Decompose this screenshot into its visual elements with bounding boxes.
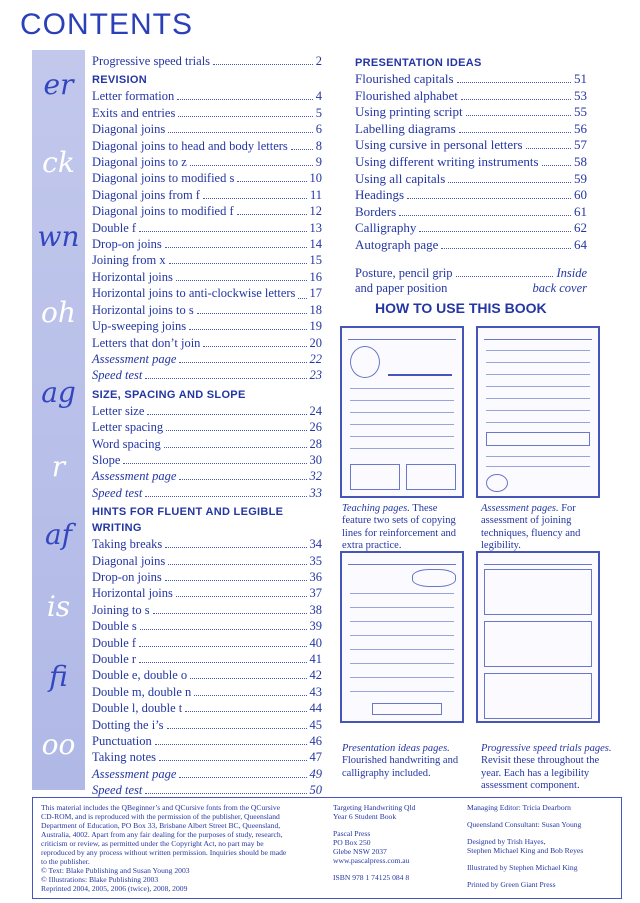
toc-entry-label: Flourished alphabet: [355, 87, 458, 103]
toc-entry: [92, 335, 322, 351]
sidebar-letter-strip: [32, 50, 85, 790]
dot-leader: [179, 479, 306, 480]
toc-entry-page: 26: [309, 420, 322, 435]
toc-entry: [92, 536, 322, 552]
toc-entry-page: 10: [309, 171, 322, 186]
toc-entry-page: 13: [309, 220, 322, 235]
dot-leader: [189, 329, 306, 330]
dot-leader: [194, 695, 306, 696]
publisher-website: www.pascalpress.com.au: [333, 856, 410, 865]
toc-entry-label: Word spacing: [92, 436, 161, 451]
toc-entry-label: Slope: [92, 452, 121, 467]
toc-entry: [92, 468, 322, 484]
toc-entry-label: Speed test: [92, 368, 143, 383]
toc-entry-page: 6: [315, 122, 322, 137]
toc-entry-page: 61: [574, 203, 587, 219]
toc-entry-page: 24: [309, 403, 322, 418]
dot-leader: [213, 64, 313, 65]
toc-entry: [92, 700, 322, 716]
toc-entry: [355, 220, 587, 237]
toc-entry-page: 12: [309, 204, 322, 219]
toc-entry-page: 30: [309, 452, 322, 467]
dot-leader: [407, 198, 571, 199]
posture-entry: [355, 266, 587, 297]
toc-entry-page: 19: [309, 319, 322, 334]
caption-teaching-pages: Teaching pages. These feature two sets of copying lines for reinforcement and extra practice.: [342, 503, 456, 552]
teaching-page-thumbnail: [340, 326, 464, 498]
toc-entry: [92, 602, 322, 618]
toc-entry: [92, 766, 322, 782]
toc-entry-label: Using cursive in personal letters: [355, 137, 523, 153]
toc-entry-label: Exits and entries: [92, 105, 176, 120]
dot-leader: [179, 777, 306, 778]
toc-section-heading: PRESENTATION IDEAS: [355, 57, 482, 69]
dot-leader: [203, 198, 307, 199]
dot-leader: [459, 132, 571, 133]
toc-entry-label: Letter spacing: [92, 420, 164, 435]
toc-entry-page: 37: [309, 586, 322, 601]
toc-entry-page: 9: [315, 155, 322, 170]
dot-leader: [298, 298, 306, 299]
copyright-line: Reprinted 2004, 2005, 2006 (twice), 2008, 2009: [41, 884, 188, 893]
toc-entry-page: 14: [309, 237, 322, 252]
credit-designer-1: Designed by Trish Hayes,: [467, 837, 546, 846]
toc-entry: [92, 684, 322, 700]
toc-entry-label: Diagonal joins to modified s: [92, 171, 235, 186]
toc-entry: [92, 154, 322, 170]
speed-trials-thumbnail: [476, 551, 600, 723]
dot-leader: [203, 346, 306, 347]
toc-entry-page: 32: [309, 469, 322, 484]
dot-leader: [399, 215, 571, 216]
toc-entry: [92, 367, 322, 383]
toc-entry: [92, 269, 322, 285]
dot-leader: [140, 629, 307, 630]
toc-section-heading: HINTS FOR FLUENT AND LEGIBLE WRITING: [92, 506, 284, 535]
toc-entry-page: Inside: [556, 265, 587, 280]
toc-entry: [92, 419, 322, 435]
toc-entry-page: 53: [574, 87, 587, 103]
dot-leader: [165, 580, 307, 581]
toc-entry-label: Borders: [355, 203, 397, 219]
toc-entry-page: 50: [309, 783, 322, 798]
credit-printer: Printed by Green Giant Press: [467, 880, 556, 889]
sidebar-letter-pair: oo: [41, 728, 76, 761]
dot-leader: [165, 247, 307, 248]
copyright-line: criticism or review, as permitted under the Copyright Act, no part may be: [41, 839, 264, 848]
toc-entry: [355, 237, 587, 254]
dot-leader: [190, 165, 313, 166]
toc-entry-label: and paper position: [355, 281, 448, 296]
dot-leader: [185, 711, 306, 712]
toc-entry-label: Double r: [92, 652, 137, 666]
credit-consultant: Queensland Consultant: Susan Young: [467, 820, 582, 829]
dot-leader: [164, 447, 307, 448]
toc-entry-label: Assessment page: [92, 351, 177, 366]
toc-entry: [92, 53, 322, 69]
toc-entry: [355, 137, 587, 154]
toc-entry-page: 62: [574, 220, 587, 236]
toc-entry-label: Letters that don’t join: [92, 335, 201, 350]
toc-entry: [92, 452, 322, 468]
toc-entry-page: 44: [309, 701, 322, 716]
toc-entry-page: 60: [574, 187, 587, 203]
toc-entry: [92, 138, 322, 154]
toc-entry: [92, 403, 322, 419]
toc-entry-label: Up-sweeping joins: [92, 319, 187, 334]
toc-entry-page: 11: [309, 187, 322, 202]
sidebar-letter-pair: er: [43, 68, 74, 101]
toc-entry-page: 18: [309, 302, 322, 317]
toc-entry-page: 20: [309, 335, 322, 350]
toc-entry: [92, 121, 322, 137]
copyright-line: Department of Education, PO Box 33, Brisbane Albert Street BC, Queensland,: [41, 821, 281, 830]
toc-entry-page: 36: [309, 569, 322, 584]
toc-entry-label: Taking breaks: [92, 537, 163, 552]
dot-leader: [542, 165, 571, 166]
toc-entry-page: 34: [309, 537, 322, 552]
toc-entry-label: Double f: [92, 220, 137, 235]
toc-entry: [355, 266, 587, 282]
toc-entry-label: Horizontal joins: [92, 269, 173, 284]
toc-entry: [92, 220, 322, 236]
toc-entry-label: Speed test: [92, 783, 143, 798]
toc-entry: [355, 154, 587, 171]
toc-entry-page: 15: [309, 253, 322, 268]
sidebar-letter-pair: ag: [41, 376, 76, 409]
toc-entry-label: Autograph page: [355, 236, 439, 252]
toc-entry: [92, 88, 322, 104]
dot-leader: [147, 414, 306, 415]
dot-leader: [123, 463, 306, 464]
toc-entry-label: Double f: [92, 635, 137, 650]
toc-entry-page: 38: [309, 602, 322, 617]
toc-entry: [92, 318, 322, 334]
toc-entry-label: Diagonal joins to modified f: [92, 204, 234, 219]
imprint-footer: [32, 797, 622, 899]
toc-section-heading: SIZE, SPACING AND SLOPE: [92, 388, 246, 401]
toc-entry-page: 22: [309, 351, 322, 366]
toc-entry-label: Dotting the i’s: [92, 717, 164, 732]
toc-entry-label: Diagonal joins to head and body letters: [92, 138, 288, 153]
dot-leader: [177, 99, 312, 100]
toc-entry: [355, 88, 587, 105]
copyright-line: © Illustrations: Blake Publishing 2003: [41, 875, 159, 884]
toc-entry: [92, 553, 322, 569]
toc-entry-label: Taking notes: [92, 750, 157, 765]
toc-entry-label: Headings: [355, 187, 405, 203]
credit-editor: Managing Editor: Tricia Dearborn: [467, 803, 571, 812]
dot-leader: [139, 231, 306, 232]
toc-entry-page: 51: [574, 71, 587, 86]
toc-entry-label: Double s: [92, 619, 137, 634]
copyright-notice: [41, 803, 323, 893]
dot-leader: [456, 276, 554, 277]
toc-entry: [92, 585, 322, 601]
toc-entry-label: Drop-on joins: [92, 569, 162, 584]
toc-entry: [92, 651, 322, 667]
dot-leader: [165, 547, 306, 548]
toc-entry-page: 28: [309, 436, 322, 451]
dot-leader: [179, 362, 306, 363]
toc-entry: [92, 717, 322, 733]
dot-leader: [168, 564, 306, 565]
dot-leader: [168, 132, 312, 133]
toc-entry-page: 35: [309, 553, 322, 568]
toc-section-heading: REVISION: [92, 74, 147, 87]
toc-entry: [355, 71, 587, 88]
toc-entry-label: Double e, double o: [92, 668, 188, 683]
book-title: Targeting Handwriting Qld: [333, 803, 416, 812]
dot-leader: [197, 313, 307, 314]
dot-leader: [145, 378, 306, 379]
toc-entry: [355, 121, 587, 138]
isbn: ISBN 978 1 74125 084 8: [333, 873, 410, 882]
toc-entry-page: 39: [309, 619, 322, 634]
toc-entry: [355, 204, 587, 221]
dot-leader: [155, 744, 307, 745]
toc-entry-label: Horizontal joins to anti-clockwise letters: [92, 286, 296, 301]
toc-entry-label: Assessment page: [92, 469, 177, 484]
toc-entry-label: Diagonal joins: [92, 122, 166, 137]
dot-leader: [237, 214, 307, 215]
toc-entry-label: Using all capitals: [355, 170, 446, 186]
dot-leader: [176, 280, 307, 281]
credits: [467, 803, 617, 889]
toc-entry: [92, 170, 322, 186]
toc-entry: [92, 285, 322, 301]
toc-entry-page: 56: [574, 120, 587, 136]
sidebar-letter-pair: wn: [37, 220, 80, 253]
toc-entry-page: 42: [309, 668, 322, 683]
toc-entry-label: Double l, double t: [92, 701, 183, 716]
toc-entry: [92, 733, 322, 749]
toc-entry-label: Progressive speed trials: [92, 54, 211, 68]
toc-entry: [92, 351, 322, 367]
copyright-line: This material includes the QBeginner’s and QCursive fonts from the QCursive: [41, 803, 281, 812]
toc-entry: [92, 252, 322, 268]
copyright-line: © Text: Blake Publishing and Susan Young 2003: [41, 866, 190, 875]
sidebar-letter-pair: r: [51, 450, 66, 483]
toc-entry-page: 49: [309, 766, 322, 781]
toc-entry: [355, 104, 587, 121]
toc-entry-label: Flourished capitals: [355, 71, 454, 86]
toc-entry-label: Diagonal joins from f: [92, 187, 200, 202]
toc-entry: [92, 569, 322, 585]
credit-illustrator: Illustrated by Stephen Michael King: [467, 863, 578, 872]
toc-entry: [92, 667, 322, 683]
dot-leader: [176, 596, 307, 597]
toc-entry-label: Speed test: [92, 485, 143, 500]
caption-assessment-pages: Assessment pages. For assessment of joining techniques, fluency and legibility.: [481, 503, 581, 552]
toc-entry-page: 33: [309, 485, 322, 500]
toc-entry-label: Drop-on joins: [92, 237, 162, 252]
toc-entry-page: 45: [309, 717, 322, 732]
toc-entry: [355, 171, 587, 188]
toc-entry-page: 47: [309, 750, 322, 765]
dot-leader: [139, 662, 306, 663]
dot-leader: [466, 115, 571, 116]
toc-entry-label: Posture, pencil grip: [355, 265, 453, 280]
toc-entry-label: Punctuation: [92, 734, 152, 749]
toc-entry: [92, 187, 322, 203]
toc-entry-label: Letter formation: [92, 89, 175, 104]
toc-entry-page: 46: [309, 734, 322, 749]
toc-entry: [92, 635, 322, 651]
dot-leader: [457, 82, 571, 83]
toc-right-column: [355, 53, 587, 297]
toc-entry-page: 5: [315, 105, 322, 120]
toc-entry: [355, 281, 587, 297]
toc-entry-page: 17: [309, 286, 322, 301]
dot-leader: [291, 149, 313, 150]
dot-leader: [159, 760, 306, 761]
toc-entry-label: Letter size: [92, 403, 145, 418]
toc-entry: [92, 485, 322, 501]
dot-leader: [153, 613, 307, 614]
how-to-use-heading: HOW TO USE THIS BOOK: [375, 300, 547, 316]
toc-entry-label: Using different writing instruments: [355, 153, 539, 169]
toc-entry-label: Diagonal joins to z: [92, 155, 187, 170]
toc-entry-label: Horizontal joins: [92, 586, 173, 601]
toc-entry-label: Joining to s: [92, 602, 150, 617]
toc-entry-page: back cover: [532, 281, 587, 296]
publisher-po-box: PO Box 250: [333, 838, 371, 847]
dot-leader: [139, 646, 306, 647]
toc-entry-label: Double m, double n: [92, 684, 192, 699]
copyright-line: reproduced by any process without written permission. Inquiries should be made: [41, 848, 287, 857]
toc-entry-page: 59: [574, 170, 587, 186]
dot-leader: [441, 248, 571, 249]
toc-entry-page: 41: [309, 652, 322, 666]
toc-entry-page: 8: [315, 138, 322, 153]
caption-speed-trials-pages: Progressive speed trials pages. Revisit these throughout the year. Each has a legibility assessment component.: [481, 743, 612, 792]
toc-entry-label: Diagonal joins: [92, 553, 166, 568]
toc-entry-label: Joining from x: [92, 253, 166, 268]
toc-entry: [92, 749, 322, 765]
publisher-suburb: Glebe NSW 2037: [333, 847, 387, 856]
dot-leader: [145, 793, 306, 794]
toc-entry-page: 40: [309, 635, 322, 650]
toc-entry: [92, 618, 322, 634]
dot-leader: [169, 263, 307, 264]
toc-entry-page: 57: [574, 137, 587, 153]
copyright-line: Australia, 4002. Apart from any fair dealing for the purposes of study, research,: [41, 830, 283, 839]
dot-leader: [448, 182, 571, 183]
toc-entry-label: Horizontal joins to s: [92, 302, 194, 317]
dot-leader: [237, 181, 306, 182]
copyright-line: to the publisher.: [41, 857, 90, 866]
dot-leader: [461, 99, 571, 100]
sidebar-letter-pair: ck: [42, 146, 75, 179]
toc-entry: [92, 302, 322, 318]
presentation-ideas-thumbnail: [340, 551, 464, 723]
toc-entry: [355, 187, 587, 204]
toc-entry-page: 4: [315, 89, 322, 104]
sidebar-letter-pair: af: [44, 518, 73, 551]
toc-entry: [92, 105, 322, 121]
sidebar-letter-pair: fi: [49, 660, 68, 693]
toc-entry-page: 23: [309, 368, 322, 383]
dot-leader: [190, 678, 306, 679]
assessment-page-thumbnail: [476, 326, 600, 498]
sidebar-letter-pair: oh: [41, 296, 76, 329]
dot-leader: [419, 231, 571, 232]
publisher-name: Pascal Press: [333, 829, 371, 838]
copyright-line: CD-ROM, and is reproduced with the permission of the publisher, Queensland: [41, 812, 280, 821]
dot-leader: [526, 148, 571, 149]
toc-entry-label: Calligraphy: [355, 220, 417, 236]
toc-entry-page: 55: [574, 104, 587, 120]
credit-designer-2: Stephen Michael King and Bob Reyes: [467, 846, 584, 855]
publisher-details: [333, 803, 453, 882]
toc-entry-label: Assessment page: [92, 766, 177, 781]
toc-entry-page: 16: [309, 269, 322, 284]
toc-entry-page: 64: [574, 236, 587, 252]
dot-leader: [167, 728, 307, 729]
toc-entry: [92, 203, 322, 219]
caption-presentation-pages: Presentation ideas pages. Flourished handwriting and calligraphy included.: [342, 743, 459, 779]
dot-leader: [166, 430, 306, 431]
toc-entry: [92, 436, 322, 452]
toc-left-column: [92, 53, 322, 799]
sidebar-letter-pair: is: [46, 590, 71, 623]
page-title: CONTENTS: [20, 8, 193, 41]
toc-entry-page: 2: [315, 54, 322, 68]
toc-entry-page: 43: [309, 684, 322, 699]
dot-leader: [178, 116, 312, 117]
toc-entry-page: 58: [574, 153, 587, 169]
toc-entry-label: Labelling diagrams: [355, 120, 456, 136]
dot-leader: [145, 496, 306, 497]
toc-entry: [92, 236, 322, 252]
toc-entry-label: Using printing script: [355, 104, 463, 120]
book-subtitle: Year 6 Student Book: [333, 812, 397, 821]
